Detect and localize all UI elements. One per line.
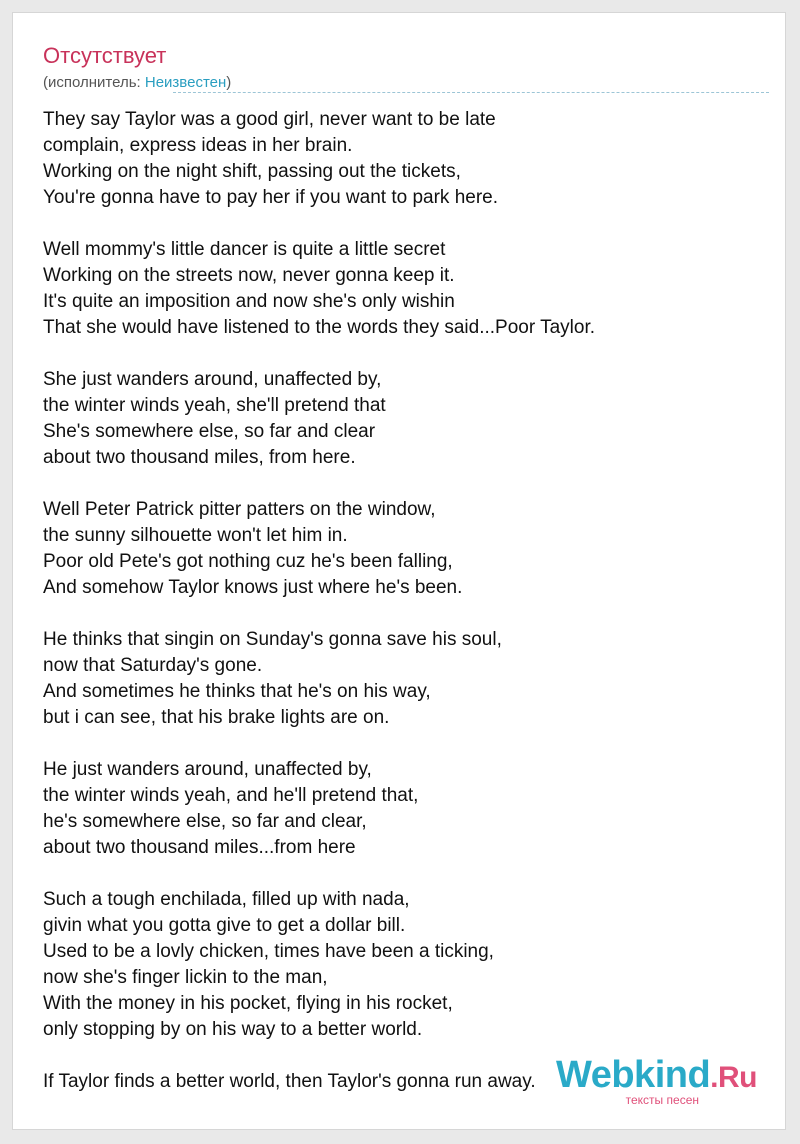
lyrics-line: They say Taylor was a good girl, never want to be late	[43, 109, 496, 130]
lyrics-line: He just wanders around, unaffected by,	[43, 759, 372, 780]
lyrics-line: the sunny silhouette won't let him in.	[43, 525, 348, 546]
header-divider	[173, 92, 769, 93]
lyrics-stanza	[43, 367, 763, 471]
lyrics-line: And sometimes he thinks that he's on his way,	[43, 681, 431, 702]
lyrics-line: Working on the streets now, never gonna keep it.	[43, 265, 455, 286]
lyrics-card	[12, 12, 786, 1130]
lyrics-body	[43, 107, 763, 1121]
logo-tld: .Ru	[710, 1061, 757, 1094]
lyrics-stanza	[43, 237, 763, 341]
lyrics-line: about two thousand miles...from here	[43, 837, 356, 858]
lyrics-line: And somehow Taylor knows just where he's been.	[43, 577, 463, 598]
lyrics-line: but i can see, that his brake lights are on.	[43, 707, 390, 728]
artist-line	[43, 74, 231, 91]
lyrics-line: Working on the night shift, passing out the tickets,	[43, 161, 461, 182]
lyrics-line: You're gonna have to pay her if you want to park here.	[43, 187, 499, 208]
lyrics-line: She just wanders around, unaffected by,	[43, 369, 382, 390]
lyrics-line: the winter winds yeah, she'll pretend that	[43, 395, 386, 416]
lyrics-line: about two thousand miles, from here.	[43, 447, 356, 468]
lyrics-stanza	[43, 887, 763, 1043]
lyrics-line: the winter winds yeah, and he'll pretend that,	[43, 785, 419, 806]
artist-prefix: (исполнитель:	[43, 74, 145, 91]
lyrics-line: now that Saturday's gone.	[43, 655, 263, 676]
artist-suffix: )	[226, 74, 232, 91]
lyrics-line: he's somewhere else, so far and clear,	[43, 811, 367, 832]
lyrics-line: It's quite an imposition and now she's only wishin	[43, 291, 455, 312]
lyrics-line: Poor old Pete's got nothing cuz he's been falling,	[43, 551, 453, 572]
artist-link[interactable]: Неизвестен	[144, 74, 227, 91]
lyrics-line: Well mommy's little dancer is quite a little secret	[43, 239, 446, 260]
lyrics-line: now she's finger lickin to the man,	[43, 967, 328, 988]
lyrics-line: That she would have listened to the words they said...Poor Taylor.	[43, 317, 596, 338]
lyrics-line: complain, express ideas in her brain.	[43, 135, 353, 156]
lyrics-line: givin what you gotta give to get a dollar bill.	[43, 915, 406, 936]
song-title: Отсутствует	[43, 43, 167, 68]
lyrics-line: If Taylor finds a better world, then Taylor's gonna run away.	[43, 1071, 536, 1092]
site-logo[interactable]	[556, 1056, 757, 1107]
lyrics-line: Well Peter Patrick pitter patters on the window,	[43, 499, 436, 520]
lyrics-stanza	[43, 627, 763, 731]
lyrics-line: She's somewhere else, so far and clear	[43, 421, 376, 442]
logo-wordmark	[556, 1056, 757, 1097]
lyrics-line: only stopping by on his way to a better world.	[43, 1019, 423, 1040]
lyrics-stanza	[43, 497, 763, 601]
lyrics-line: With the money in his pocket, flying in his rocket,	[43, 993, 453, 1014]
lyrics-stanza	[43, 757, 763, 861]
lyrics-stanza	[43, 107, 763, 211]
lyrics-line: Used to be a lovly chicken, times have been a ticking,	[43, 941, 494, 962]
lyrics-line: He thinks that singin on Sunday's gonna save his soul,	[43, 629, 502, 650]
logo-tagline: тексты песен	[625, 1093, 699, 1107]
lyrics-line: Such a tough enchilada, filled up with nada,	[43, 889, 410, 910]
logo-main-text: Webkind	[556, 1054, 711, 1096]
